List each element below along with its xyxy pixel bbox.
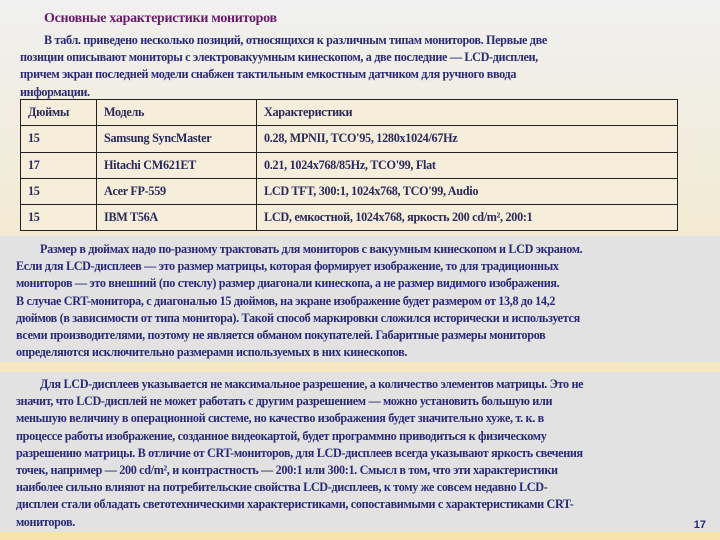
text-line: меньшую величину в операционной системе, но качество изображения будет значительно хуже, т. к. в xyxy=(16,411,544,426)
table-cell: LCD, емкостной, 1024x768, яркость 200 cd/m², 200:1 xyxy=(257,205,678,231)
text-line: Размер в дюймах надо по-разному трактовать для мониторов с вакуумным кинескопом и LCD экраном. xyxy=(40,242,583,256)
table-row xyxy=(21,126,678,152)
text-line: дисплеи стали обладать светотехническими характеристиками, сопоставимыми с характеристиками CRT- xyxy=(16,497,574,512)
text-line: В случае CRT-монитора, с диагональю 15 дюймов, на экране изображение будет размером от 13,8 до 14,2 xyxy=(16,293,556,308)
table-cell: 15 xyxy=(21,205,97,231)
text-line: всеми производителями, поэтому не является обманом покупателей. Габаритные размеры мониторов xyxy=(16,328,546,343)
text-line: В табл. приведено несколько позиций, относящихся к различным типам мониторов. Первые две xyxy=(44,33,547,47)
text-line: позиции описывают мониторы с электровакуумным кинескопом, а две последние — LCD-дисплеи, xyxy=(20,50,538,65)
text-line: разрешению матрицы. В отличие от CRT-мониторов, для LCD-дисплеев всегда указывают яркость свечения xyxy=(16,445,583,460)
table-cell: 17 xyxy=(21,152,97,178)
table-cell: Acer FP-559 xyxy=(97,178,257,204)
table-cell: 15 xyxy=(21,178,97,204)
text-line: мониторов — это внешний (по стеклу) размер диагонали кинескопа, а не размер видимого изображения. xyxy=(16,276,560,291)
table-row xyxy=(21,152,678,178)
intro-paragraph xyxy=(20,32,547,101)
table-cell: Hitachi CM621ET xyxy=(97,152,257,178)
table-cell: 0.21, 1024x768/85Hz, TCO'99, Flat xyxy=(257,152,678,178)
size-paragraph xyxy=(16,241,582,361)
table-header-row xyxy=(21,100,678,126)
text-line: дюймов (в зависимости от типа монитора). Такой способ маркировки сложился исторически и используется xyxy=(16,310,580,325)
table-row xyxy=(21,178,678,204)
text-line: мониторов. xyxy=(16,514,75,529)
page-title: Основные характеристики мониторов xyxy=(44,11,277,26)
header-cell: Модель xyxy=(97,100,257,126)
text-line: точек, например — 200 cd/m², и контрастность — 200:1 или 300:1. Смысл в том, что эти характеристики xyxy=(16,463,558,478)
lcd-paragraph xyxy=(16,376,583,531)
text-line: Для LCD-дисплеев указывается не максимальное разрешение, а количество элементов матрицы. Это не xyxy=(40,377,584,391)
table-cell: 15 xyxy=(21,126,97,152)
text-line: причем экран последней модели снабжен тактильным емкостным датчиком для ручного ввода xyxy=(20,67,517,82)
text-line: наиболее сильно влияют на потребительские свойства LCD-дисплеев, к тому же совсем недавно LCD- xyxy=(16,480,548,495)
header-cell: Характеристики xyxy=(257,100,678,126)
monitors-table xyxy=(20,99,678,231)
text-line: информации. xyxy=(20,84,90,99)
table-cell: LCD TFT, 300:1, 1024x768, TCO'99, Audio xyxy=(257,178,678,204)
page-number: 17 xyxy=(693,519,706,531)
text-line: значит, что LCD-дисплей не может работать с другим разрешением — можно установить большую или xyxy=(16,394,553,409)
text-line: определяются исключительно размерами используемых в них кинескопов. xyxy=(16,345,408,360)
header-cell: Дюймы xyxy=(21,100,97,126)
table-cell: Samsung SyncMaster xyxy=(97,126,257,152)
text-line: процессе работы изображение, созданное видеокартой, будет программно приводиться к физическому xyxy=(16,428,547,443)
table-cell: IBM T56A xyxy=(97,205,257,231)
table-cell: 0.28, MPNII, TCO'95, 1280x1024/67Hz xyxy=(257,126,678,152)
text-line: Если для LCD-дисплеев — это размер матрицы, которая формирует изображение, то для традиционных xyxy=(16,259,559,274)
table-row xyxy=(21,205,678,231)
